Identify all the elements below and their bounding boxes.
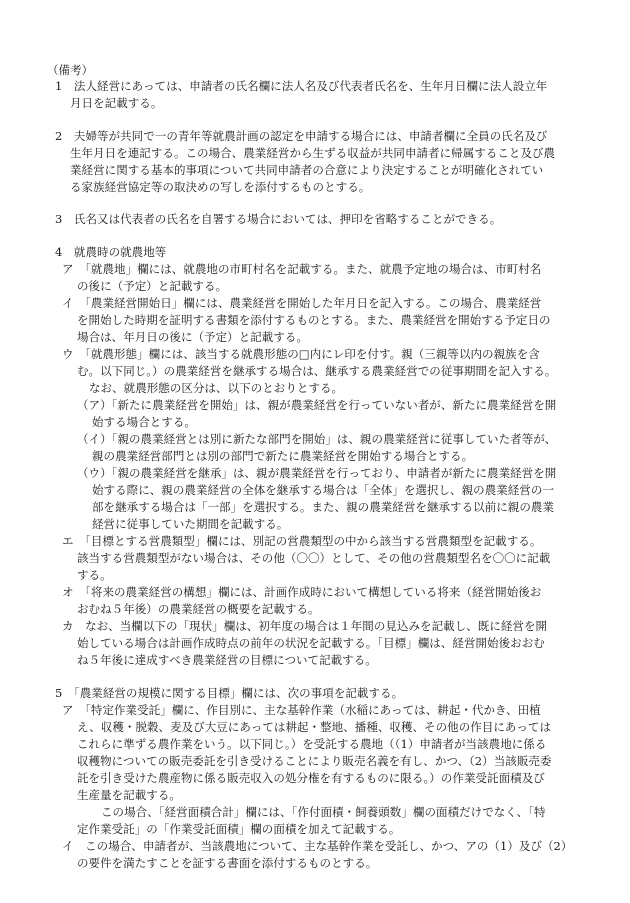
note-line: 始している場合は計画作成時点の前年の状況を記載する。「目標」欄は、経営開始後おおむ — [77, 636, 545, 650]
note-line: 場合は、年月日の後に（予定）と記載する。 — [77, 330, 308, 344]
note-line: 経営に従事していた期間を記載する。 — [92, 517, 289, 531]
note-line: エ 「目標とする営農類型」欄には、別記の営農類型の中から該当する営農類型を記載する。 — [62, 534, 542, 548]
note-line: 生産量を記載する。 — [77, 788, 181, 802]
note-line: おむね５年後）の農業経営の概要を記載する。 — [77, 602, 320, 616]
note-line: 月日を記載する。 — [70, 96, 163, 110]
note-line: （ウ）「親の農業経営を継承」は、親が農業経営を行っており、申請者が新たに農業経営を開 — [77, 466, 557, 480]
note-line: 始する際に、親の農業経営の全体を継承する場合は「全体」を選択し、親の農業経営の一 — [92, 483, 554, 497]
note-line: この場合、「経営面積合計」欄には、「作付面積・飼養頭数」欄の面積だけでなく、「特 — [101, 805, 546, 819]
note-line: る家族経営協定等の取決めの写しを添付するものとする。 — [70, 180, 371, 194]
note-line: む。以下同じ。）の農業経営を継承する場合は、継承する農業経営での従事期間を記入する。 — [77, 364, 557, 378]
note-line: （ア）「新たに農業経営を開始」は、親が農業経営を行っていない者が、新たに農業経営を開 — [77, 398, 557, 412]
notes-heading: （備考） — [47, 63, 94, 77]
note-line: 部を継承する場合は「一部」を選択する。また、親の農業経営を継承する以前に親の農業 — [92, 500, 554, 514]
note-line: カ なお、当欄以下の「現状」欄は、初年度の場合は１年間の見込みを記載し、既に経営を開 — [62, 619, 548, 633]
note-line: の要件を満たすことを証する書面を添付するものとする。 — [77, 856, 378, 870]
note-line: 3 氏名又は代表者の氏名を自署する場合においては、押印を省略することができる。 — [55, 212, 502, 226]
note-line: を開始した時期を証明する書類を添付するものとする。また、農業経営を開始する予定日の — [77, 313, 551, 327]
note-line: え、収穫・脱穀、麦及び大豆にあっては耕起・整地、播種、収穫、その他の作目にあっては — [77, 720, 552, 734]
note-line: なお、就農形態の区分は、以下のとおりとする。 — [89, 381, 344, 395]
note-line: オ 「将来の農業経営の構想」欄には、計画作成時において構想している将来（経営開始後お — [62, 585, 542, 599]
note-line: ね５年後に達成すべき農業経営の目標について記載する。 — [77, 653, 377, 667]
note-line: イ この場合、申請者が、当該農地について、主な基幹作業を受託し、かつ、アの（1）及び（2） — [62, 839, 573, 853]
note-line: 5 「農業経営の規模に関する目標」欄には、次の事項を記載する。 — [55, 686, 404, 700]
note-line: ウ 「就農形態」欄には、該当する就農形態の□内にレ印を付す。親（三親等以内の親族を含 — [62, 347, 540, 361]
note-line: 始する場合とする。 — [92, 415, 196, 429]
note-line: 1 法人経営にあっては、申請者の氏名欄に法人名及び代表者氏名を、生年月日欄に法人設立年 — [55, 79, 548, 93]
note-line: ア 「就農地」欄には、就農地の市町村名を記載する。また、就農予定地の場合は、市町村名 — [62, 262, 542, 276]
note-line: 2 夫婦等が共同で一の青年等就農計画の認定を申請する場合には、申請者欄に全員の氏名及び — [55, 129, 548, 143]
note-line: （イ）「親の農業経営とは別に新たな部門を開始」は、親の農業経営に従事していた者等が、 — [77, 432, 557, 446]
note-line: する。 — [77, 568, 112, 582]
note-line: の後に（予定）と記載する。 — [77, 279, 228, 293]
note-line: 託を引き受けた農産物に係る販売収入の処分権を有するものに限る。）の作業受託面積及び — [77, 771, 545, 785]
note-line: 該当する営農類型がない場合は、その他（〇〇）として、その他の営農類型名を〇〇に記載 — [77, 551, 551, 565]
note-line: イ 「農業経営開始日」欄には、農業経営を開始した年月日を記入する。この場合、農業経営 — [62, 296, 542, 310]
note-line: ア 「特定作業受託」欄に、作目別に、主な基幹作業（水稲にあっては、耕起・代かき、田植 — [62, 703, 541, 717]
note-line: 4 就農時の就農地等 — [55, 245, 167, 259]
note-line: 収穫物についての販売委託を引き受けることにより販売名義を有し、かつ、（2）当該販売委 — [77, 754, 552, 768]
note-line: 生年月日を連記する。この場合、農業経営から生ずる収益が共同申請者に帰属すること及び農 — [70, 146, 556, 160]
note-line: 親の農業経営部門とは別の部門で新たに農業経営を開始する場合とする。 — [92, 449, 474, 463]
note-line: これらに準ずる農作業をいう。以下同じ。）を受託する農地（（1）申請者が当該農地に係る — [77, 737, 547, 751]
note-line: 定作業受託」の「作業受託面積」欄の面積を加えて記載する。 — [77, 822, 401, 836]
note-line: 業経営に関する基本的事項について共同申請者の合意により決定することが明確化されてい — [70, 163, 544, 177]
